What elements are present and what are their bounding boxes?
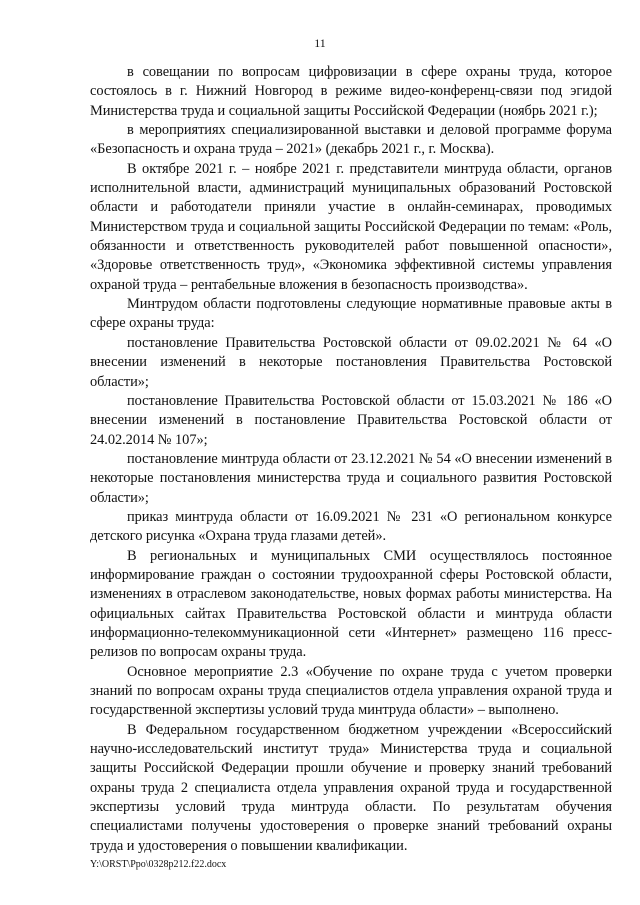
paragraph-online-seminars: В октябре 2021 г. – ноябре 2021 г. представители минтруда области, органов исполнительной власти, администраций муниципальных образований Ростовской области и работодатели приняли участие в онлайн-семинарах, проводимых Министерством труда и социальной защиты Российской Федерации по темам: «Роль, обязанности и ответственность руководителей работ повышенной опасности», «Здоровье ответственность труд», «Экономика эффективной системы управления охраной труда – рентабельные вложения в безопасность производства». (90, 160, 612, 293)
document-body (90, 63, 612, 856)
paragraph-legal-acts-intro: Минтрудом области подготовлены следующие нормативные правовые акты в сфере охраны труда: (90, 296, 612, 332)
paragraph-resolution-64: постановление Правительства Ростовской области от 09.02.2021 № 64 «О внесении изменений в некоторые постановления Правительства Ростовской области»; (90, 334, 612, 390)
paragraph-training-results: В Федеральном государственном бюджетном учреждении «Всероссийский научно-исследовательский институт труда» Министерства труда и социальной защиты Российской Федерации прошли обучение и проверку знаний требований охраны труда 2 специалиста отдела управления охраной труда и государственной экспертизы условий труда минтруда области. По результатам обучения специалистами получены удостоверения о проверке знаний требований охраны труда и удостоверения о повышении квалификации. (90, 721, 612, 854)
paragraph-resolution-54: постановление минтруда области от 23.12.2021 № 54 «О внесении изменений в некоторые постановления министерства труда и социального развития Ростовской области»; (90, 450, 612, 506)
paragraph-main-event-2-3: Основное мероприятие 2.3 «Обучение по охране труда с учетом проверки знаний по вопросам охраны труда специалистов отдела управления охраной труда и государственной экспертизы условий труда минтруда области» – выполнено. (90, 663, 612, 719)
paragraph-meeting-digitalization: в совещании по вопросам цифровизации в сфере охраны труда, которое состоялось в г. Нижний Новгород в режиме видео-конференц-связи под эгидой Министерства труда и социальной защиты Российской Федерации (ноябрь 2021 г.); (90, 64, 612, 119)
paragraph-resolution-186: постановление Правительства Ростовской области от 15.03.2021 № 186 «О внесении изменений в постановление Правительства Ростовской области от 24.02.2014 № 107»; (90, 392, 612, 448)
paragraph-media-information: В региональных и муниципальных СМИ осуществлялось постоянное информирование граждан о состоянии трудоохранной сферы Ростовской области, изменениях в отраслевом законодательстве, новых формах работы министерства. На официальных сайтах Правительства Ростовской области и минтруда области информационно-телекоммуникационной сети «Интернет» размещено 116 пресс-релизов по вопросам охраны труда. (90, 547, 612, 661)
paragraph-order-231: приказ минтруда области от 16.09.2021 № 231 «О региональном конкурсе детского рисунка «Охрана труда глазами детей». (90, 508, 612, 545)
page-number: 11 (314, 36, 326, 50)
paragraph-exhibition-forum: в мероприятиях специализированной выставки и деловой программе форума «Безопасность и охрана труда – 2021» (декабрь 2021 г., г. Москва). (90, 122, 612, 158)
file-path-footer: Y:\ORST\Ppo\0328p212.f22.docx (90, 859, 227, 870)
